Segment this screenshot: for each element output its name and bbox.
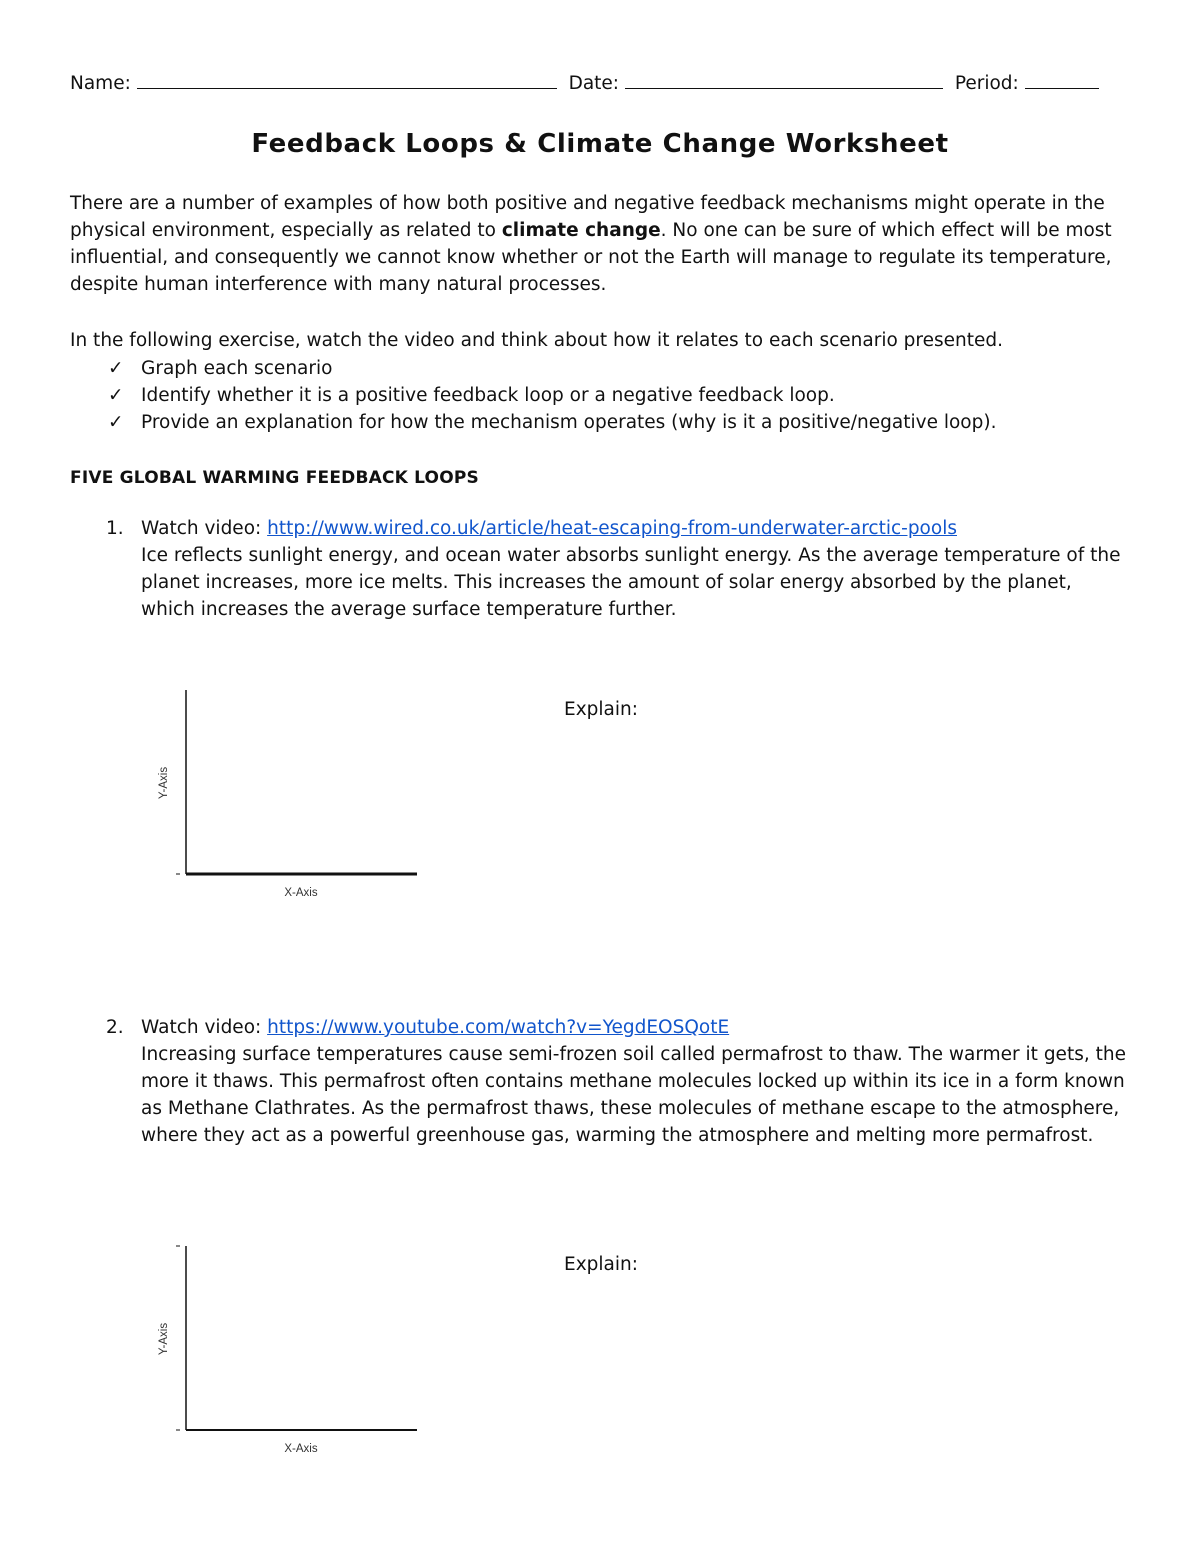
name-label: Name:: [70, 73, 131, 94]
name-blank[interactable]: [137, 70, 557, 89]
y-axis-label: Y-Axis: [158, 766, 170, 800]
question-1-body: [141, 515, 1131, 623]
period-label: Period:: [954, 73, 1019, 94]
checkmark-icon: ✓: [108, 358, 124, 379]
x-axis-label: X-Axis: [284, 887, 318, 899]
question-text: Increasing surface temperatures cause semi-frozen soil called permafrost to thaw. The warmer it gets, the more it thaws. This permafrost often contains methane molecules locked up within its ice in a form known as Methane Clathrates. As the permafrost thaws, these molecules of methane escape to the atmosphere, where they act as a powerful greenhouse gas, warming the atmosphere and melting more permafrost.: [141, 1044, 1126, 1146]
y-axis-label: Y-Axis: [158, 1322, 170, 1356]
period-blank[interactable]: [1025, 70, 1099, 89]
checkmark-icon: ✓: [108, 412, 124, 433]
worksheet-title: Feedback Loops & Climate Change Worksheet: [251, 129, 949, 159]
intro-text-before: There are a number of examples of how both positive and negative feedback mechanisms might operate in the physical environment, especially as related to: [70, 193, 1105, 241]
date-label: Date:: [568, 73, 620, 94]
watch-video-line: Watch video: http://www.wired.co.uk/article/heat-escaping-from-underwater-arctic-pools: [141, 518, 957, 539]
video-link[interactable]: https://www.youtube.com/watch?v=YegdEOSQotE: [267, 1017, 730, 1038]
video-link[interactable]: http://www.wired.co.uk/article/heat-escaping-from-underwater-arctic-pools: [267, 518, 957, 539]
section-heading: FIVE GLOBAL WARMING FEEDBACK LOOPS: [70, 468, 479, 488]
explain-label: Explain:: [564, 699, 638, 720]
watch-video-line: Watch video: https://www.youtube.com/watch?v=YegdEOSQotE: [141, 1017, 730, 1038]
blank-graph-1[interactable]: [150, 688, 430, 903]
checklist-item: ✓ Provide an explanation for how the mechanism operates (why is it a positive/negative loop).: [108, 409, 1158, 436]
blank-graph-2[interactable]: [150, 1244, 430, 1459]
intro-text-after: . No one can be sure of which effect will be most influential, and consequently we cannot know whether or not the Earth will manage to regulate its temperature, despite human interference with many natural processes.: [70, 220, 1112, 295]
question-2-body: [141, 1014, 1131, 1149]
date-blank[interactable]: [625, 70, 943, 89]
header-row: [70, 70, 1099, 97]
explain-label: Explain:: [564, 1254, 638, 1275]
question-number: 2.: [106, 1017, 124, 1038]
intro-paragraph: [70, 190, 1140, 298]
question-number: 1.: [106, 518, 124, 539]
x-axis-label: X-Axis: [284, 1443, 318, 1455]
instructions-paragraph: In the following exercise, watch the video and think about how it relates to each scenario presented.: [70, 330, 1004, 351]
checklist-item: ✓ Identify whether it is a positive feedback loop or a negative feedback loop.: [108, 382, 1158, 409]
checklist-item: ✓ Graph each scenario: [108, 355, 1158, 382]
intro-bold-term: climate change: [501, 220, 661, 241]
instruction-checklist: [108, 355, 1158, 436]
question-text: Ice reflects sunlight energy, and ocean water absorbs sunlight energy. As the average temperature of the planet increases, more ice melts. This increases the amount of solar energy absorbed by the planet, which increases the average surface temperature further.: [141, 545, 1121, 620]
checkmark-icon: ✓: [108, 385, 124, 406]
